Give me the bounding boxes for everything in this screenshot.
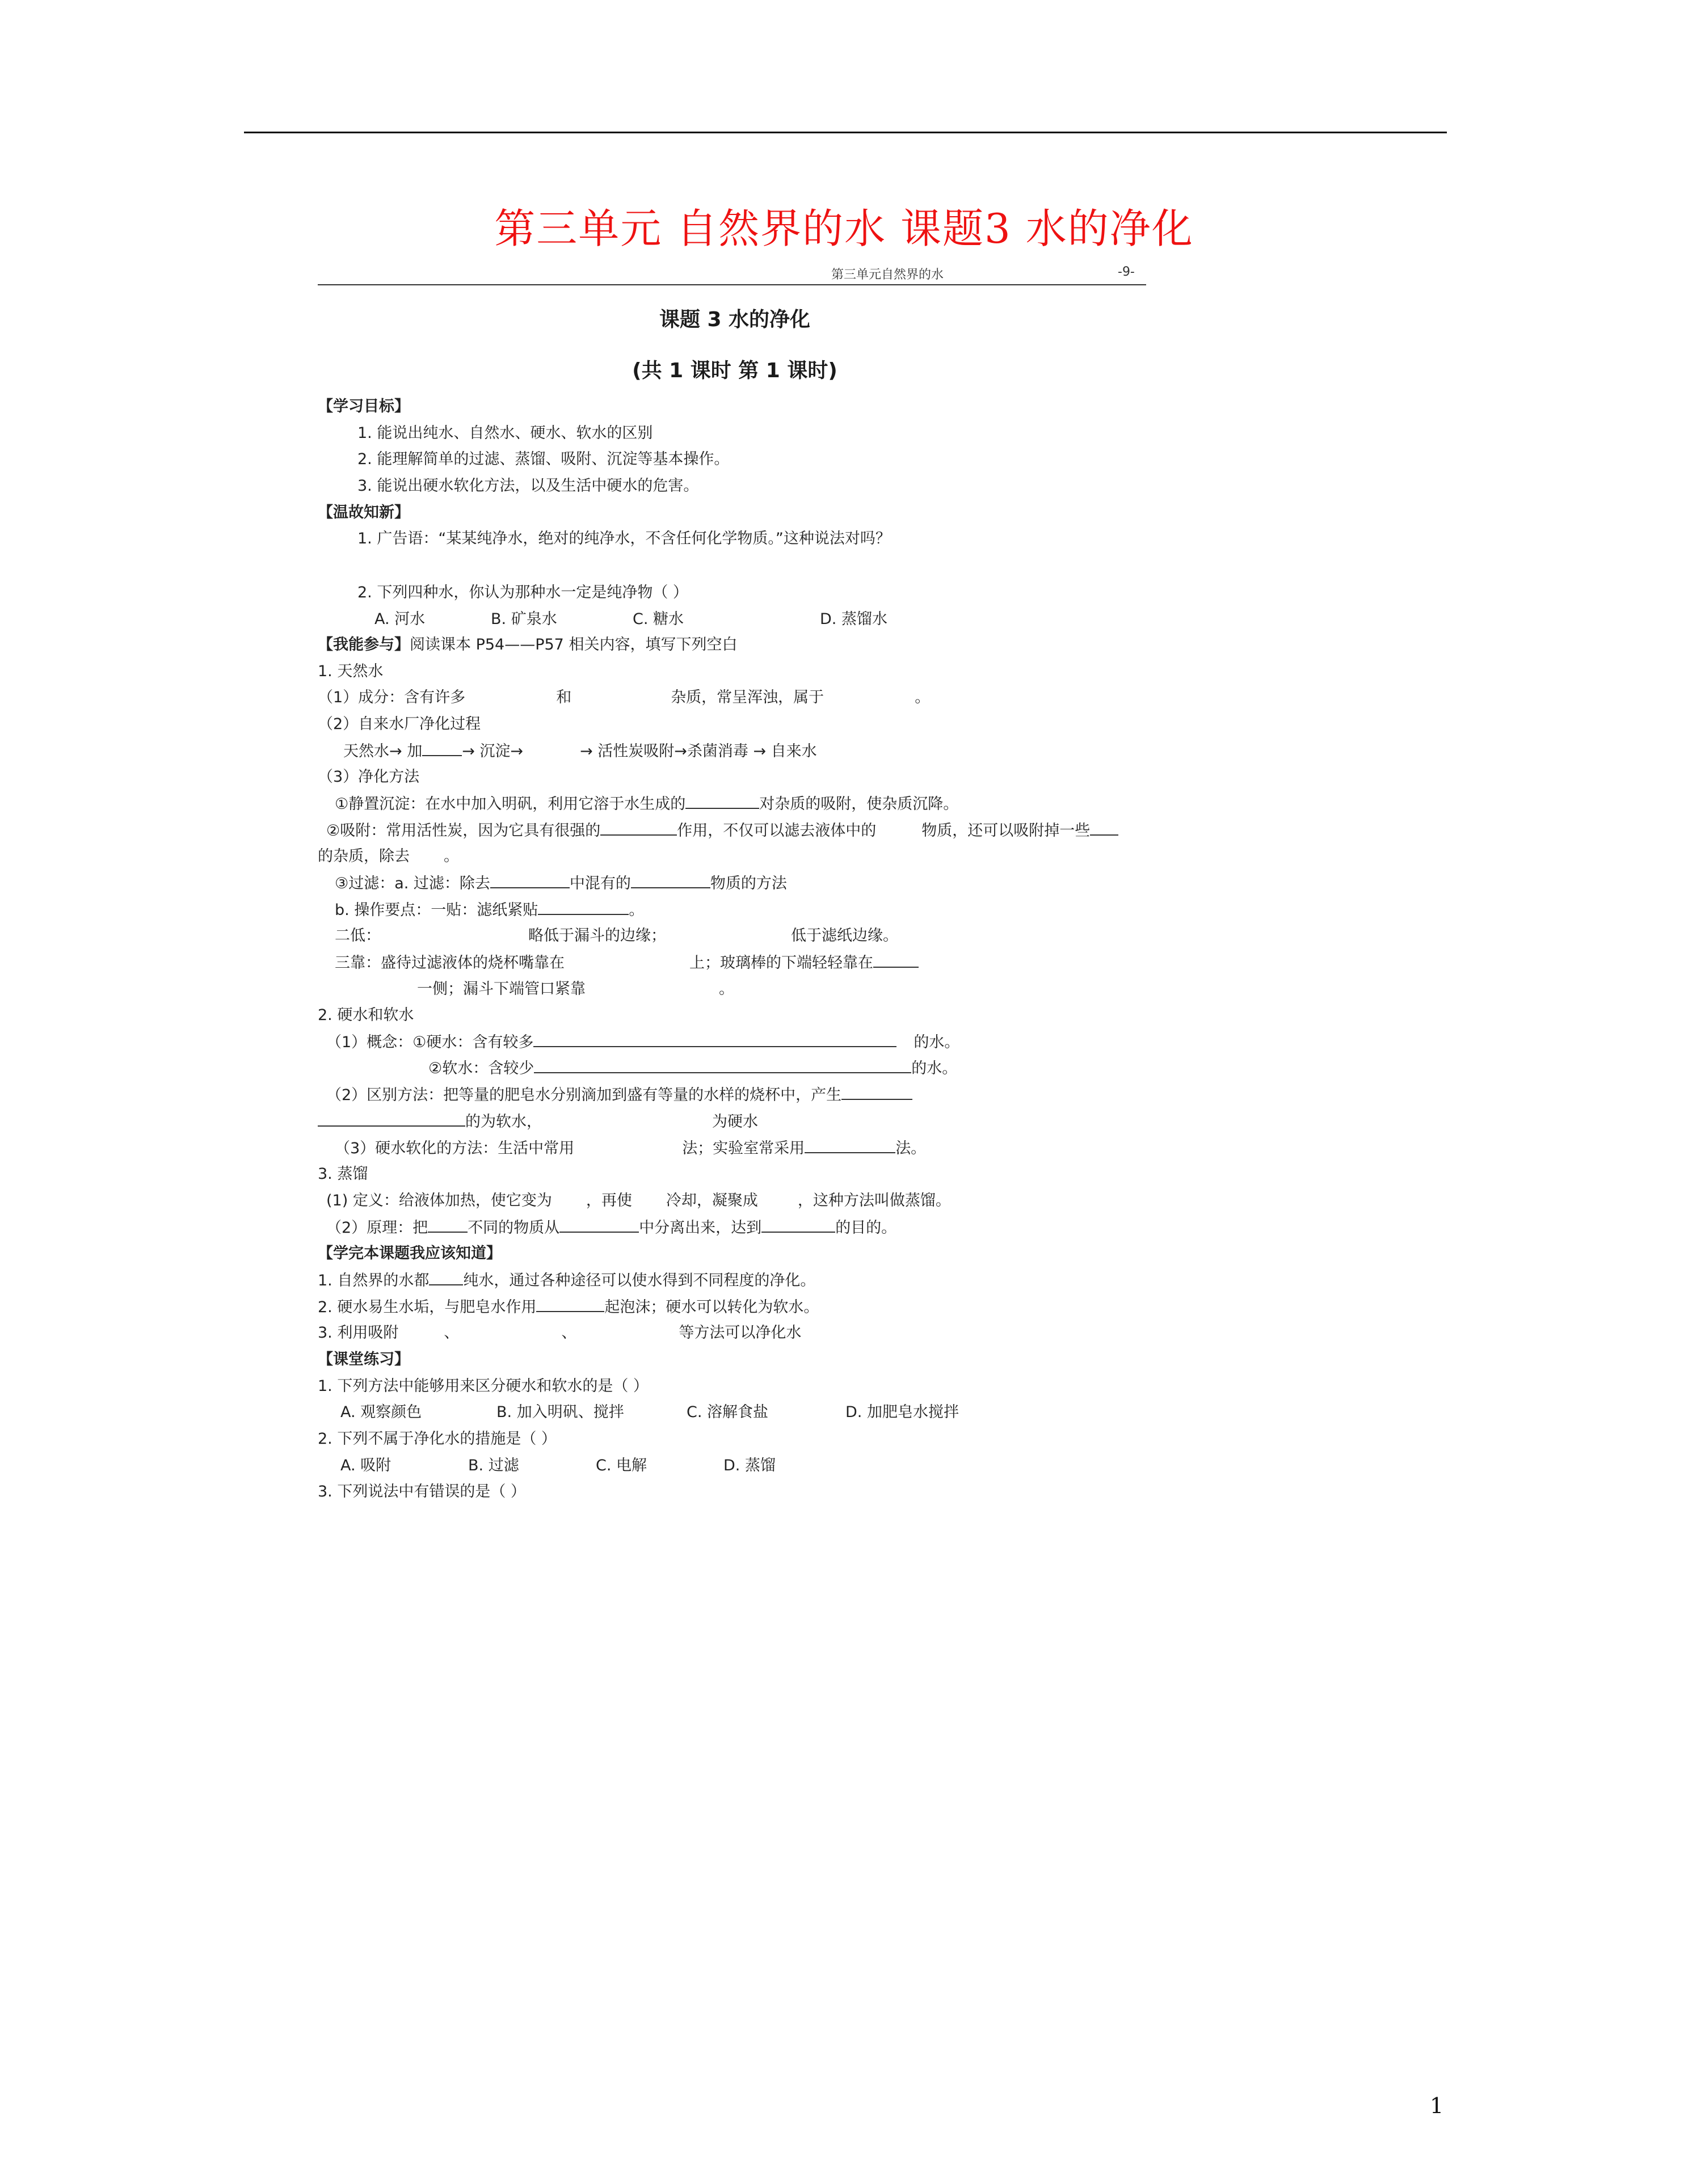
header-rule <box>244 132 1447 133</box>
text-segment: ②软水：含较少 <box>428 1060 534 1077</box>
participation-line <box>318 635 737 655</box>
fill-line <box>343 741 817 761</box>
question-line: 2. 下列四种水，你认为那种水一定是纯净物（ ） <box>357 584 688 601</box>
text-segment: 冷却，凝聚成 <box>666 1192 758 1209</box>
text-segment: 上；玻璃棒的下端轻轻靠在 <box>689 954 873 972</box>
scanned-worksheet <box>309 258 1160 1540</box>
objective-line: 2. 能理解简单的过滤、蒸馏、吸附、沉淀等基本操作。 <box>357 450 730 468</box>
text-segment: (1) 定义：给液体加热，使它变为 <box>326 1192 552 1209</box>
text-segment: 的为软水， <box>465 1113 542 1131</box>
text-segment: b. 操作要点：一贴：滤纸紧贴 <box>335 901 538 919</box>
text-segment: 、 <box>561 1324 577 1342</box>
fill-line <box>318 688 930 707</box>
text-segment: 三靠：盛待过滤液体的烧杯嘴靠在 <box>335 954 565 972</box>
text-segment: ，再使 <box>586 1192 632 1209</box>
text-segment: 为硬水 <box>712 1113 758 1131</box>
fill-line <box>326 1191 951 1211</box>
text-segment: 1. 自然界的水都 <box>318 1272 430 1289</box>
question-line: 2. 下列不属于净化水的措施是（ ） <box>318 1430 557 1448</box>
text-segment: （1）概念：①硬水：含有较多 <box>326 1034 534 1051</box>
text-segment: 3. 利用吸附 <box>318 1324 399 1342</box>
choice-option: A. 观察颜色 <box>340 1403 422 1421</box>
section-heading: 【学习目标】 <box>318 398 410 415</box>
text-segment: 法。 <box>895 1140 927 1157</box>
fill-line <box>335 900 644 920</box>
answer-blank[interactable] <box>873 953 919 968</box>
answer-blank[interactable] <box>685 794 759 809</box>
text-segment: 略低于漏斗的边缘； <box>528 927 666 945</box>
text-segment: 中分离出来，达到 <box>639 1219 762 1237</box>
text-segment: 作用，不仅可以滤去液体中的 <box>677 822 877 840</box>
text-segment: 的水。 <box>914 1034 960 1051</box>
fill-line <box>326 821 1118 841</box>
reading-instruction: 阅读课本 P54——P57 相关内容，填写下列空白 <box>410 636 738 653</box>
answer-blank[interactable] <box>422 741 462 756</box>
text-segment: 对杂质的吸附，使杂质沉降。 <box>759 795 959 813</box>
choice-option: D. 加肥皂水搅拌 <box>845 1403 959 1421</box>
answer-blank[interactable] <box>600 821 677 836</box>
section-heading: 【课堂练习】 <box>318 1351 410 1368</box>
choice-option: C. 糖水 <box>633 610 684 628</box>
fill-line <box>335 926 898 946</box>
answer-blank[interactable] <box>490 874 570 888</box>
answer-blank[interactable] <box>841 1085 912 1100</box>
choice-option: C. 溶解食盐 <box>687 1403 769 1421</box>
fill-line <box>326 1218 896 1238</box>
fill-line <box>417 980 734 999</box>
running-head-title: 第三单元自然界的水 <box>831 268 944 282</box>
answer-blank[interactable] <box>536 1297 604 1312</box>
text-segment: 。 <box>444 848 459 865</box>
choice-option: D. 蒸馏 <box>723 1457 776 1474</box>
fill-line: （2）自来水厂净化过程 <box>318 715 481 733</box>
document-title: 第三单元 自然界的水 课题3 水的净化 <box>494 205 1194 252</box>
text-segment: ②吸附：常用活性炭，因为它具有很强的 <box>326 822 601 840</box>
text-segment: 法；实验室常采用 <box>682 1140 805 1157</box>
choice-option: A. 吸附 <box>340 1457 392 1474</box>
text-segment: 、 <box>444 1324 460 1342</box>
text-segment: （1）成分：含有许多 <box>318 689 466 706</box>
text-segment: 纯水，通过各种途径可以使水得到不同程度的净化。 <box>463 1272 816 1289</box>
choice-option: B. 加入明矾、搅拌 <box>496 1403 624 1421</box>
fill-line <box>326 1032 959 1052</box>
text-segment: 起泡沫；硬水可以转化为软水。 <box>604 1298 819 1316</box>
question-line: 3. 下列说法中有错误的是（ ） <box>318 1483 526 1500</box>
text-segment: 中混有的 <box>569 875 631 892</box>
subsection-heading: 2. 硬水和软水 <box>318 1006 414 1024</box>
fill-line: （3）净化方法 <box>318 768 420 786</box>
text-segment: 物质，还可以吸附掉一些 <box>921 822 1091 840</box>
fill-line <box>318 847 459 866</box>
section-heading: 【温故知新】 <box>318 504 410 521</box>
section-heading: 【我能参与】 <box>318 636 410 653</box>
running-head-page: -9- <box>1118 265 1135 279</box>
text-segment: 和 <box>556 689 572 706</box>
text-segment: 。 <box>629 901 645 919</box>
fill-line <box>326 1085 912 1105</box>
choice-option: B. 矿泉水 <box>491 610 557 628</box>
subsection-heading: 1. 天然水 <box>318 663 384 680</box>
text-segment: 等方法可以净化水 <box>679 1324 802 1342</box>
text-segment: 2. 硬水易生水垢，与肥皂水作用 <box>318 1298 537 1316</box>
text-segment: → 沉淀→ <box>462 743 524 760</box>
text-segment: 杂质，常呈浑浊，属于 <box>671 689 824 706</box>
fill-line <box>335 794 958 814</box>
fill-line <box>428 1059 957 1078</box>
answer-blank[interactable] <box>631 874 710 888</box>
text-segment: 低于滤纸边缘。 <box>791 927 898 945</box>
choice-option: A. 河水 <box>374 610 426 628</box>
text-segment: 天然水→ 加 <box>343 743 423 760</box>
lesson-subtitle: (共 1 课时 第 1 课时) <box>632 359 837 382</box>
subsection-heading: 3. 蒸馏 <box>318 1165 368 1183</box>
text-segment: 。 <box>719 980 734 998</box>
choice-option: C. 电解 <box>596 1457 647 1474</box>
text-segment: 物质的方法 <box>710 875 787 892</box>
answer-blank[interactable] <box>559 1218 639 1233</box>
answer-blank[interactable] <box>429 1271 463 1285</box>
text-segment: 的水。 <box>911 1060 958 1077</box>
page-number: 1 <box>1430 2093 1444 2118</box>
answer-blank[interactable] <box>538 900 629 915</box>
answer-blank[interactable] <box>533 1032 896 1047</box>
text-segment: （2）原理：把 <box>326 1219 428 1237</box>
choice-option: B. 过滤 <box>468 1457 519 1474</box>
section-heading: 【学完本课题我应该知道】 <box>318 1245 502 1262</box>
fill-line <box>318 1271 815 1291</box>
text-segment: 的杂质，除去 <box>318 848 410 865</box>
answer-blank[interactable] <box>761 1218 835 1233</box>
lesson-title: 课题 3 水的净化 <box>659 308 811 331</box>
text-segment: ，这种方法叫做蒸馏。 <box>797 1192 951 1209</box>
fill-line <box>318 1323 801 1343</box>
answer-blank[interactable] <box>805 1139 895 1153</box>
text-segment: 。 <box>915 689 931 706</box>
fill-line <box>318 1297 819 1317</box>
objective-line: 1. 能说出纯水、自然水、硬水、软水的区别 <box>357 424 653 442</box>
question-line: 1. 下列方法中能够用来区分硬水和软水的是（ ） <box>318 1377 649 1395</box>
text-segment: 的目的。 <box>835 1219 897 1237</box>
text-segment: 不同的物质从 <box>468 1219 560 1237</box>
answer-blank[interactable] <box>534 1059 911 1073</box>
fill-line <box>318 1112 758 1132</box>
text-segment: 二低： <box>335 927 381 945</box>
answer-blank[interactable] <box>318 1112 465 1127</box>
text-segment: ①静置沉淀：在水中加入明矾，利用它溶于水生成的 <box>335 795 686 813</box>
text-segment: （3）硬水软化的方法：生活中常用 <box>335 1140 575 1157</box>
text-segment: （2）区别方法：把等量的肥皂水分别滴加到盛有等量的水样的烧杯中，产生 <box>326 1086 842 1104</box>
fill-line <box>335 874 787 893</box>
text-segment: → 活性炭吸附→杀菌消毒 → 自来水 <box>580 743 817 760</box>
text-segment: ③过滤：a. 过滤：除去 <box>335 875 490 892</box>
fill-line <box>335 953 919 973</box>
running-head <box>318 258 1146 285</box>
objective-line: 3. 能说出硬水软化方法，以及生活中硬水的危害。 <box>357 477 699 495</box>
answer-blank[interactable] <box>1090 821 1118 836</box>
question-line: 1. 广告语：“某某纯净水，绝对的纯净水，不含任何化学物质。”这种说法对吗？ <box>357 530 891 547</box>
answer-blank[interactable] <box>428 1218 468 1233</box>
fill-line <box>335 1139 926 1158</box>
choice-option: D. 蒸馏水 <box>820 610 887 628</box>
text-segment: 一侧；漏斗下端管口紧靠 <box>417 980 586 998</box>
